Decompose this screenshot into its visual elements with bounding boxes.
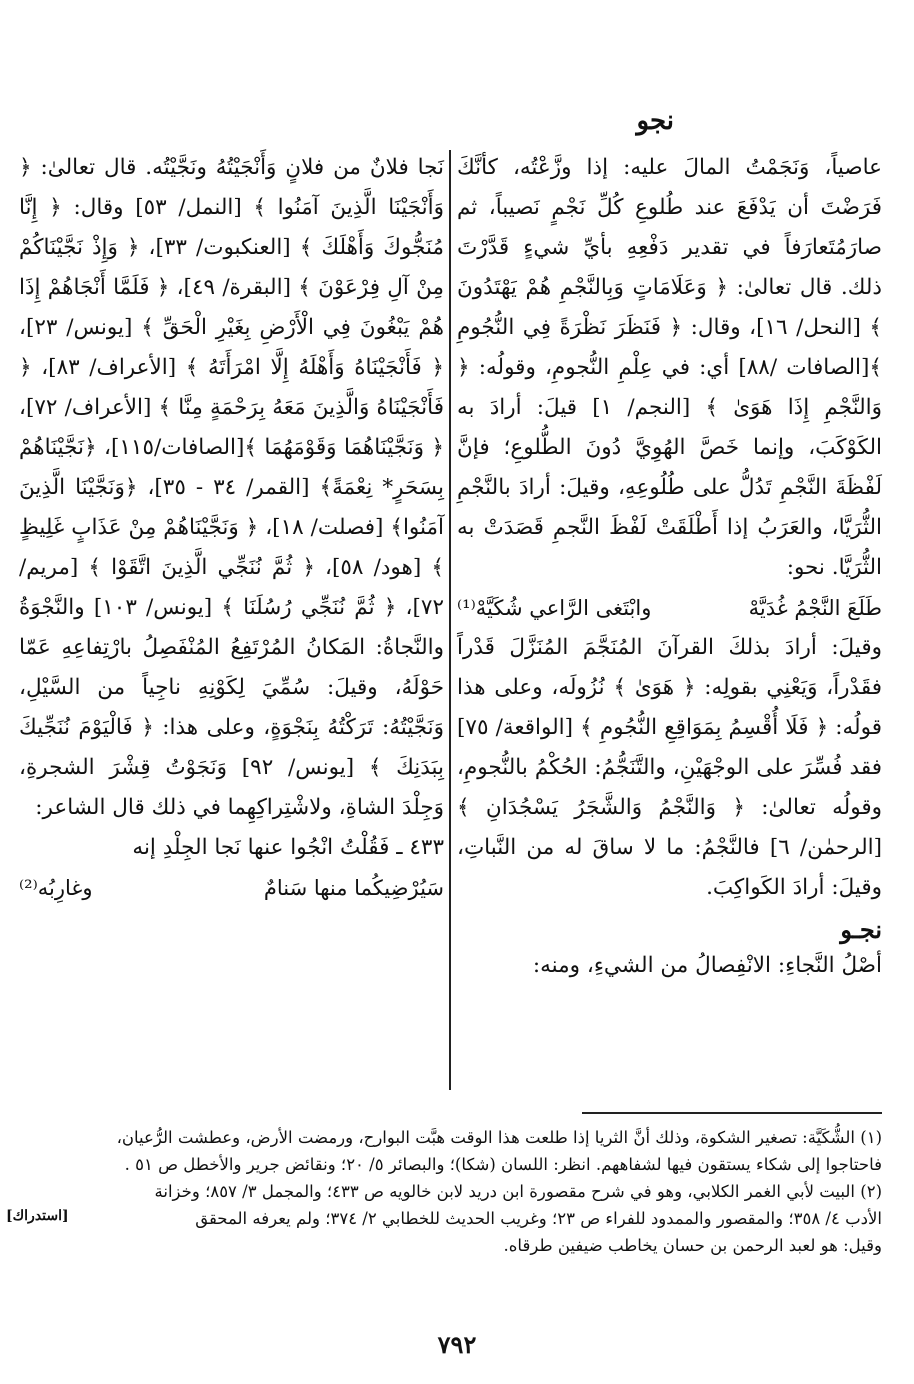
right-paragraph-2: وقيلَ: أرادَ بذلكَ القرآنَ المُنَجَّمَ المُنَزَّلَ قَدْراً فقَدْراً، وَيَعْنِي بقولِه: ﴿ هَوَىٰ ﴾ نُزُولَه، وعلى هذا قولُه: ﴿ فَلَا أُقْسِمُ بِمَوَاقِعِ النُّجُومِ ﴾ [الواقعة/ ٧٥] فقد فُسِّرَ على الوجْهَيْنِ، والتَّنَجُّمُ: الحُكْمُ بالنُّجومِ، وقولُه تعالىٰ: ﴿ وَالنَّجْمُ وَالشَّجَرُ يَسْجُدَانِ ﴾ [الرحمٰن/ ٦] فالنَّجْمُ: ما لا ساقَ له من النَّباتِ، وقيلَ: أرادَ الكَواكِبَ. — [457, 635, 882, 900]
verse-line-2-first: سَيُرْضِيكُما منها سَنامٌ — [263, 876, 444, 900]
verse-first-hemistich: طَلَعَ النَّجْمُ غُدَيَّهْ — [748, 596, 882, 620]
left-paragraph-1: نَجا فلانٌ من فلانٍ وَأَنْجَيْتُهُ ونَجَّيْتُه. قال تعالىٰ: ﴿ وَأَنْجَيْنَا الَّذِينَ آمَنُوا ﴾ [النمل/ ٥٣] وقال: ﴿ إِنَّا مُنَجُّوكَ وَأَهْلَكَ ﴾ [العنكبوت/ ٣٣]، ﴿ وَإِذْ نَجَّيْنَاكُمْ مِنْ آلِ فِرْعَوْنَ ﴾ [البقرة/ ٤٩]، ﴿ فَلَمَّا أَنْجَاهُمْ إِذَا هُمْ يَبْغُونَ فِي الْأَرْضِ بِغَيْرِ الْحَقِّ ﴾ [يونس/ ٢٣]، ﴿ فَأَنْجَيْنَاهُ وَأَهْلَهُ إِلَّا امْرَأَتَهُ ﴾ [الأعراف/ ٨٣]، ﴿ فَأَنْجَيْنَاهُ وَالَّذِينَ مَعَهُ بِرَحْمَةٍ مِنَّا ﴾ [الأعراف/ ٧٢]، ﴿ وَنَجَّيْنَاهُمَا وَقَوْمَهُمَا ﴾[الصافات/١١٥]، ﴿نَجَّيْنَاهُمْ بِسَحَرٍ* نِعْمَةً﴾ [القمر/ ٣٤ - ٣٥]، ﴿وَنَجَّيْنَا الَّذِينَ آمَنُوا﴾ [فصلت/ ١٨]، ﴿ وَنَجَّيْنَاهُمْ مِنْ عَذَابٍ غَلِيظٍ ﴾ [هود/ ٥٨]، ﴿ ثُمَّ نُنَجِّي الَّذِينَ اتَّقَوْا ﴾ [مريم/ ٧٢]، ﴿ ثُمَّ نُنَجِّي رُسُلَنَا ﴾ [يونس/ ١٠٣] والنَّجْوَةُ والنَّجاةُ: المَكانُ المُرْتَفِعُ المُنْفَصِلُ بارْتِفاعِهِ عَمّا حَوْلَهُ، وقيلَ: سُمِّيَ لِكَوْنِهِ ناجِياً من السَّيْلِ، وَنَجَّيْتُهُ: تَرَكْتُهُ بِنَجْوَةٍ، وعلى هذا: ﴿ فَالْيَوْمَ نُنَجِّيكَ بِبَدَنِكَ ﴾ [يونس/ ٩٢] وَنَجَوْتُ قِشْرَ الشجرةِ، وَجِلْدَ الشاةِ، ولاشْتِراكِهِما في ذلك قال الشاعر: — [19, 155, 445, 820]
page-number: ٧٩٢ — [437, 1330, 477, 1359]
footnote-2-line-3: وقيل: هو لعبد الرحمن بن حسان يخاطب ضيفين طرقاه. — [503, 1236, 882, 1255]
verse-second-hemistich: وابْتَغى الرَّاعي شُكَيَّهْ⁽¹⁾ — [457, 596, 652, 620]
right-paragraph-3: أصْلُ النَّجاءِ: الانْفِصالُ من الشيءِ، ومنه: — [532, 953, 882, 978]
verse-couplet — [457, 588, 882, 628]
footnotes — [42, 1124, 882, 1259]
footnote-1-line-2: فاحتاجوا إلى شكاء يستقون فيها لشفاههم. انظر: اللسان (شكا)؛ والبصائر ٥/ ٢٠؛ ونقائض جرير والأخطل ص ٥١ . — [124, 1155, 882, 1174]
column-divider — [449, 150, 451, 1090]
left-column — [19, 148, 444, 908]
footnote-1-line-1: (١) الشُّكَيَّة: تصغير الشكوة، وذلك أنَّ الثريا إذا طلعت هذا الوقت هبَّت البوارح، ورمضت الأرض، وعطشت الرُّعيان، — [116, 1128, 882, 1147]
footnote-divider — [582, 1112, 882, 1114]
right-column — [457, 148, 882, 986]
verse-line-1: ٤٣٣ ـ فَقُلْتُ انْجُوا عنها نَجا الجِلْدِ إنه — [132, 835, 444, 860]
margin-note: [استدراك] — [6, 1208, 69, 1224]
right-paragraph-1: عاصياً، وَنَجَمْتُ المالَ عليه: إذا وزَّعْتُه، كأنَّكَ فَرَضْتَ أن يَدْفَعَ عند طُلوعِ كُلِّ نَجْمٍ نَصيباً، ثم صارَمُتَعارَفاً في تقدير دَفْعِهِ بأيِّ شيءٍ قَدَّرْتَ ذلك. قال تعالىٰ: ﴿ وَعَلَامَاتٍ وَبِالنَّجْمِ هُمْ يَهْتَدُونَ ﴾ [النحل/ ١٦]، وقال: ﴿ فَنَظَرَ نَظْرَةً فِي النُّجُومِ ﴾[الصافات /٨٨] أي: في عِلْمِ النُّجومِ، وقولُه: ﴿ وَالنَّجْمِ إِذَا هَوَىٰ ﴾ [النجم/ ١] قيلَ: أرادَ به الكَوْكَبَ، وإنما خَصَّ الهُوِيَّ دُونَ الطُّلوعِ؛ فإنَّ لَفْظَةَ النَّجْمِ تَدُلُّ على طُلُوعِهِ، وقيلَ: أرادَ بالنَّجْمِ الثُّرَيَّا، والعَرَبُ إذا أَطْلَقَتْ لَفْظَ النَّجمِ قَصَدَتْ به الثُّرَيَّا. نحو: — [457, 155, 883, 580]
verse-line-2-second: وغارِبُه⁽²⁾ — [19, 876, 93, 900]
entry-heading: نجـو — [840, 915, 882, 944]
footnote-2-line-2: الأدب ٤/ ٣٥٨؛ والمقصور والممدود للفراء ص ٢٣؛ وغريب الحديث للخطابي ٢/ ٣٧٤؛ ولم يعرفه المحقق — [195, 1209, 882, 1228]
verse-line-2 — [19, 868, 444, 908]
footnote-2-line-1: (٢) البيت لأبي الغمر الكلابي، وهو في شرح مقصورة ابن دريد لابن خالويه ص ٤٣٣؛ والمجمل ٣/ ٨٥٧؛ وخزانة — [154, 1182, 882, 1201]
running-head: نجو — [636, 106, 674, 136]
